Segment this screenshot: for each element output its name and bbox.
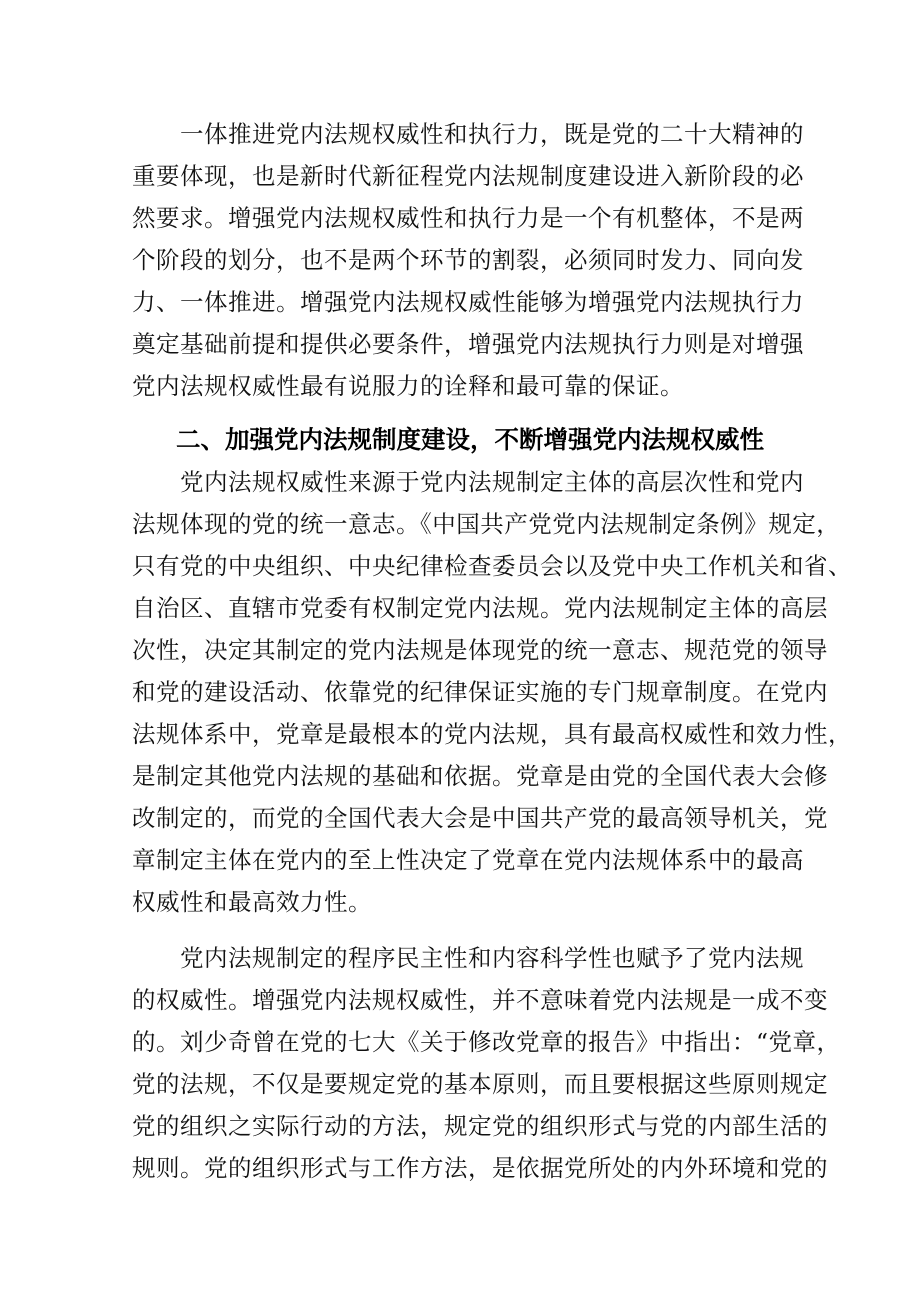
paragraph-2-line-6: 和党的建设活动、依靠党的纪律保证实施的专门规章制度。在党内 xyxy=(132,678,828,706)
paragraph-2-line-11: 权威性和最高效力性。 xyxy=(132,888,372,916)
paragraph-3-line-2: 的权威性。增强党内法规权威性，并不意味着党内法规是一成不变 xyxy=(132,986,828,1014)
paragraph-1-line-6: 奠定基础前提和提供必要条件，增强党内法规执行力则是对增强 xyxy=(132,330,804,358)
paragraph-1-line-1: 一体推进党内法规权威性和执行力，既是党的二十大精神的 xyxy=(180,120,804,148)
paragraph-1-line-3: 然要求。增强党内法规权威性和执行力是一个有机整体，不是两 xyxy=(132,204,804,232)
paragraph-2-line-5: 次性，决定其制定的党内法规是体现党的统一意志、规范党的领导 xyxy=(132,636,828,664)
paragraph-2-line-8: 是制定其他党内法规的基础和依据。党章是由党的全国代表大会修 xyxy=(132,762,828,790)
paragraph-2-line-2: 法规体现的党的统一意志。《中国共产党党内法规制定条例》规定， xyxy=(132,510,841,538)
paragraph-2-line-1: 党内法规权威性来源于党内法规制定主体的高层次性和党内 xyxy=(180,468,804,496)
paragraph-3-line-1: 党内法规制定的程序民主性和内容科学性也赋予了党内法规 xyxy=(180,944,804,972)
paragraph-3-line-5: 党的组织之实际行动的方法，规定党的组织形式与党的内部生活的 xyxy=(132,1112,828,1140)
paragraph-3-line-3: 的。刘少奇曾在党的七大《关于修改党章的报告》中指出：“党章， xyxy=(132,1028,841,1056)
paragraph-1-line-2: 重要体现，也是新时代新征程党内法规制度建设进入新阶段的必 xyxy=(132,162,804,190)
paragraph-2-line-3: 只有党的中央组织、中央纪律检查委员会以及党中央工作机关和省、 xyxy=(132,552,852,580)
paragraph-2-line-4: 自治区、直辖市党委有权制定党内法规。党内法规制定主体的高层 xyxy=(132,594,828,622)
paragraph-2-line-7: 法规体系中，党章是最根本的党内法规，具有最高权威性和效力性， xyxy=(132,720,852,748)
section-heading: 二、加强党内法规制度建设，不断增强党内法规权威性 xyxy=(176,425,764,454)
paragraph-1-line-7: 党内法规权威性最有说服力的诠释和最可靠的保证。 xyxy=(132,372,684,400)
paragraph-2-line-10: 章制定主体在党内的至上性决定了党章在党内法规体系中的最高 xyxy=(132,846,804,874)
paragraph-1-line-5: 力、一体推进。增强党内法规权威性能够为增强党内法规执行力 xyxy=(132,288,804,316)
paragraph-3-line-6: 规则。党的组织形式与工作方法，是依据党所处的内外环境和党的 xyxy=(132,1154,828,1182)
paragraph-2-line-9: 改制定的，而党的全国代表大会是中国共产党的最高领导机关，党 xyxy=(132,804,828,832)
paragraph-1-line-4: 个阶段的划分，也不是两个环节的割裂，必须同时发力、同向发 xyxy=(132,246,804,274)
paragraph-3-line-4: 党的法规，不仅是要规定党的基本原则，而且要根据这些原则规定 xyxy=(132,1070,828,1098)
